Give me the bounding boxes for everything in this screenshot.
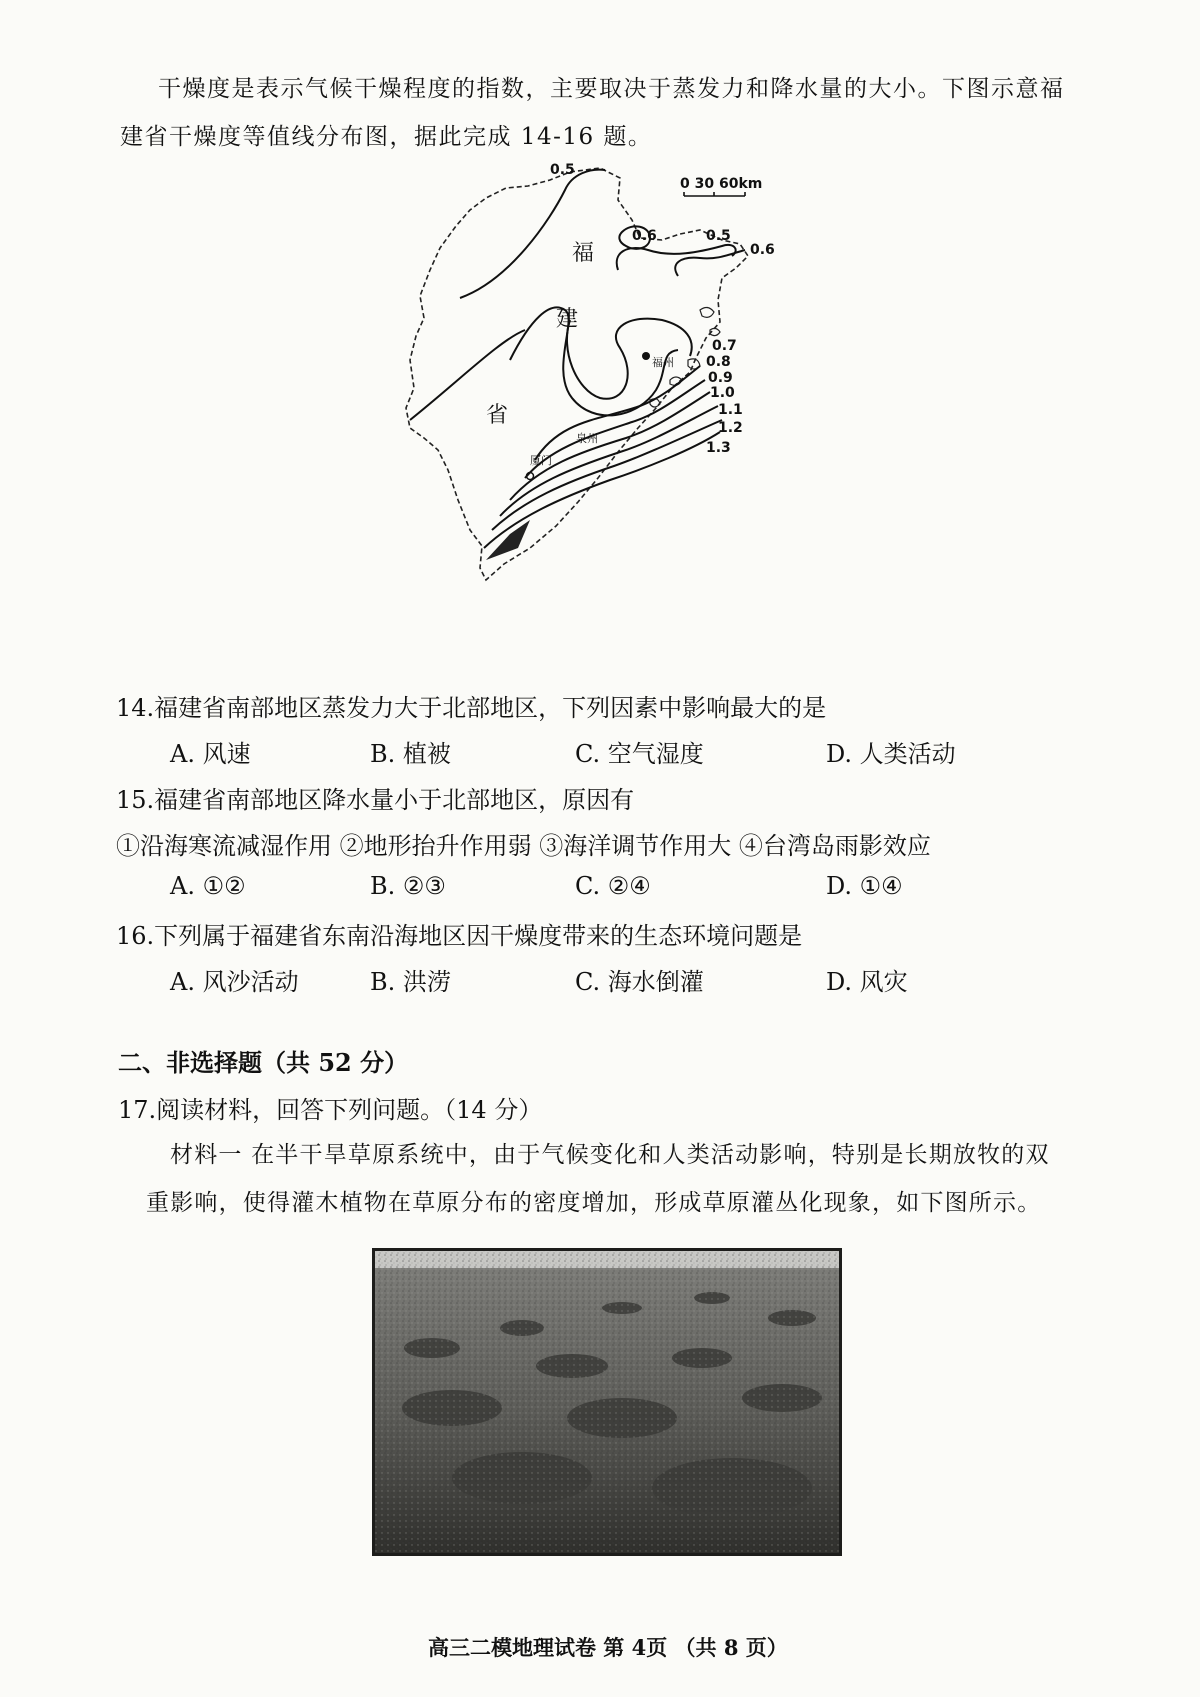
isoline-label-0-6-east: 0.6 bbox=[750, 242, 775, 258]
isoline-label-1-2: 1.2 bbox=[718, 420, 743, 436]
isoline-label-1-1: 1.1 bbox=[718, 402, 743, 418]
grassland-shrub-photo bbox=[372, 1248, 842, 1556]
map-label-sheng: 省 bbox=[486, 403, 509, 428]
fujian-aridity-isoline-map bbox=[400, 160, 820, 590]
isoline-0-9 bbox=[525, 380, 705, 478]
q16-option-c: C. 海水倒灌 bbox=[575, 968, 704, 996]
isoline-1-0 bbox=[510, 392, 710, 500]
q15-option-a: A. ①② bbox=[170, 872, 246, 900]
isoline-label-0-5-north: 0.5 bbox=[550, 162, 575, 178]
q14-option-b: B. 植被 bbox=[370, 740, 451, 768]
province-outline bbox=[406, 168, 748, 580]
page-footer: 高三二模地理试卷 第 4页 （共 8 页） bbox=[428, 1635, 788, 1660]
q14-option-c: C. 空气湿度 bbox=[575, 740, 704, 768]
q14-stem: 14.福建省南部地区蒸发力大于北部地区，下列因素中影响最大的是 bbox=[116, 694, 827, 722]
q15-option-c: C. ②④ bbox=[575, 872, 651, 900]
city-label-xiamen: 厦门 bbox=[530, 454, 552, 467]
isoline-label-1-0: 1.0 bbox=[710, 385, 735, 401]
q17-material-line-2: 重影响，使得灌木植物在草原分布的密度增加，形成草原灌丛化现象，如下图所示。 bbox=[146, 1190, 1042, 1216]
fuzhou-marker bbox=[642, 352, 650, 360]
isoline-label-0-7: 0.7 bbox=[712, 338, 737, 354]
q16-stem: 16.下列属于福建省东南沿海地区因干燥度带来的生态环境问题是 bbox=[116, 922, 803, 950]
intro-line-1: 干燥度是表示气候干燥程度的指数，主要取决于蒸发力和降水量的大小。下图示意福 bbox=[158, 76, 1065, 102]
q16-option-b: B. 洪涝 bbox=[370, 968, 451, 996]
q14-option-a: A. 风速 bbox=[170, 740, 251, 768]
q15-option-d: D. ①④ bbox=[826, 872, 903, 900]
city-label-fuzhou: 福州 bbox=[652, 356, 674, 369]
map-label-jian: 建 bbox=[556, 307, 579, 332]
q17-stem: 17.阅读材料，回答下列问题。（14 分） bbox=[118, 1096, 543, 1124]
q14-option-d: D. 人类活动 bbox=[826, 740, 956, 768]
scale-bar bbox=[684, 192, 745, 196]
map-label-fu: 福 bbox=[572, 241, 595, 266]
q15-stem: 15.福建省南部地区降水量小于北部地区，原因有 bbox=[116, 786, 635, 814]
q15-items: ①沿海寒流减湿作用 ②地形抬升作用弱 ③海洋调节作用大 ④台湾岛雨影效应 bbox=[116, 832, 931, 860]
q15-option-b: B. ②③ bbox=[370, 872, 446, 900]
isoline-label-1-3: 1.3 bbox=[706, 440, 731, 456]
city-label-quanzhou: 泉州 bbox=[576, 432, 598, 445]
intro-line-2: 建省干燥度等值线分布图，据此完成 14-16 题。 bbox=[120, 124, 653, 150]
q16-option-a: A. 风沙活动 bbox=[170, 968, 299, 996]
section2-heading: 二、非选择题（共 52 分） bbox=[118, 1048, 409, 1077]
scale-label: 0 30 60km bbox=[680, 176, 763, 192]
isoline-label-0-5-east: 0.5 bbox=[706, 228, 731, 244]
q16-option-d: D. 风灾 bbox=[826, 968, 908, 996]
isoline-label-0-9: 0.9 bbox=[708, 370, 733, 386]
isoline-label-0-8: 0.8 bbox=[706, 354, 731, 370]
isoline-0-5-north bbox=[460, 170, 605, 298]
isoline-label-0-6-loop: 0.6 bbox=[632, 228, 657, 244]
q17-material-line-1: 材料一 在半干旱草原系统中，由于气候变化和人类活动影响，特别是长期放牧的双 bbox=[170, 1142, 1050, 1168]
